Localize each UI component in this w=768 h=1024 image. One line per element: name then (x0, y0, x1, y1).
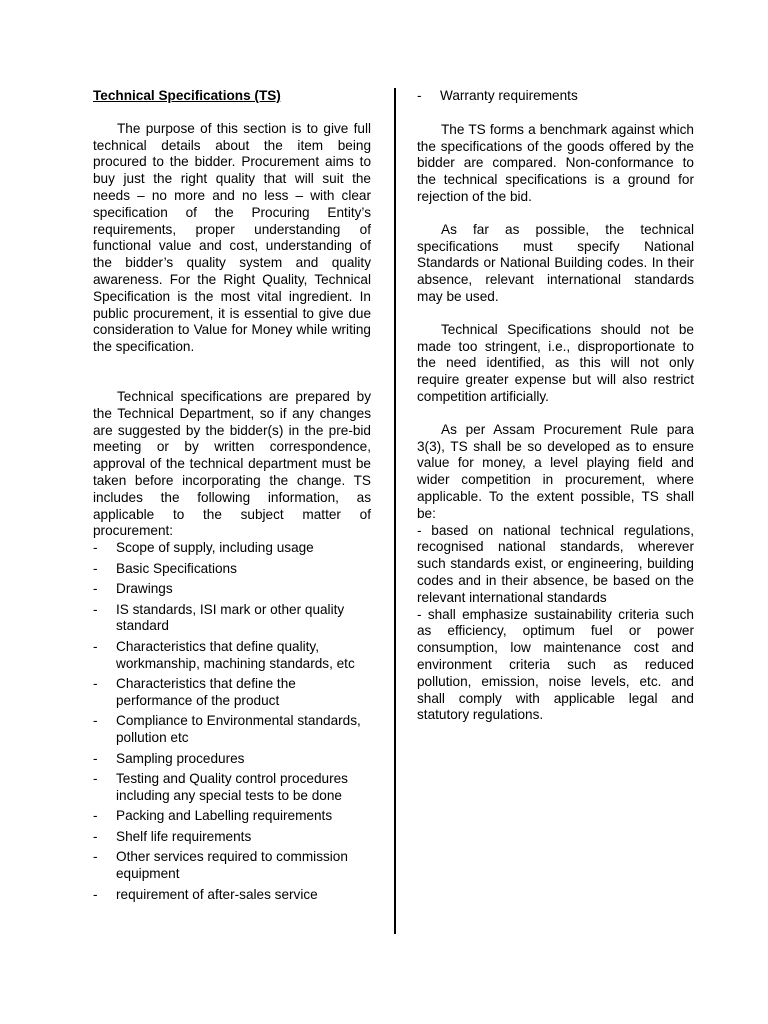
dash-marker: - (93, 808, 98, 824)
list-item-text: IS standards, ISI mark or other quality standard (116, 601, 345, 634)
list-item-text: Sampling procedures (116, 750, 245, 766)
list-item-text: Testing and Quality control procedures including any special tests to be done (116, 771, 348, 803)
dash-marker: - (93, 886, 98, 902)
list-item-text: Characteristics that define quality, workmanship, machining standards, etc (116, 638, 355, 671)
left-column (93, 88, 371, 907)
standards-paragraph: As far as possible, the technical specifications must specify National Standards or National Building codes. In their absence, relevant international standards may be used. (417, 221, 694, 304)
list-item-text: Compliance to Environmental standards, pollution etc (116, 713, 361, 746)
benchmark-paragraph: The TS forms a benchmark against which the specifications of the goods offered by the bidder are compared. Non-conformance to the technical specifications is a ground for rejection of the bid. (417, 121, 694, 204)
list-item-text: Scope of supply, including usage (116, 540, 314, 556)
list-item-text: Drawings (116, 581, 173, 597)
list-item (93, 849, 371, 883)
list-item-text: Basic Specifications (116, 560, 237, 576)
dash-marker: - (93, 750, 98, 766)
dash-marker: - (93, 638, 98, 654)
list-item-text: Shelf life requirements (116, 828, 252, 844)
list-item (93, 751, 371, 768)
list-item (93, 540, 371, 557)
list-item (417, 88, 694, 105)
criteria-item-sustainability: - shall emphasize sustainability criteria such as efficiency, optimum fuel or power consumption, low maintenance cost and environment criteria such as reduced pollution, emission, noise levels, etc. and shall comply with applicable legal and statutory regulations. (417, 606, 694, 723)
stringency-paragraph: Technical Specifications should not be made too stringent, i.e., disproportionate to the need identified, as this will not only require greater expense but will also restrict competition artificially. (417, 321, 694, 404)
criteria-item-standards: - based on national technical regulations, recognised national standards, wherever such standards exist, or engineering, building codes and in their absence, be based on the relevant international standards (417, 522, 694, 605)
list-item (93, 829, 371, 846)
list-item (93, 639, 371, 673)
list-item (93, 887, 371, 904)
dash-marker: - (93, 581, 98, 597)
dash-marker: - (93, 713, 98, 729)
ts-information-list (93, 540, 371, 903)
list-item-text: Other services required to commission equipment (116, 849, 348, 882)
preparation-paragraph: Technical specifications are prepared by the Technical Department, so if any changes are suggested by the bidder(s) in the pre-bid meeting or by written correspondence, approval of the technical department must be taken before incorporating the change. TS includes the following information, as applicable to the subject matter of procurement: (93, 388, 371, 539)
list-item (93, 713, 371, 747)
purpose-paragraph: The purpose of this section is to give full technical details about the item being procured to the bidder. Procurement aims to buy just the right quality that will suit the needs – no more and no less – with clear specification of the Procuring Entity’s requirements, proper understanding of functional value and cost, understanding of the bidder’s quality system and quality awareness. For the Right Quality, Technical Specification is the most vital ingredient. In public procurement, it is essential to give due consideration to Value for Money while writing the specification. (93, 120, 371, 355)
procurement-rule-paragraph: As per Assam Procurement Rule para 3(3), TS shall be so developed as to ensure value for money, a level playing field and wider competition in procurement, where applicable. To the extent possible, TS shall be: (417, 421, 694, 521)
list-item (93, 771, 371, 805)
right-column (417, 88, 694, 724)
dash-marker: - (93, 601, 98, 617)
section-heading: Technical Specifications (TS) (93, 88, 281, 103)
dash-marker: - (93, 560, 98, 576)
list-item (93, 602, 371, 636)
list-item (93, 581, 371, 598)
list-item (93, 676, 371, 710)
list-item-text: requirement of after-sales service (116, 886, 318, 902)
dash-marker: - (93, 540, 98, 556)
dash-marker: - (93, 849, 98, 865)
dash-marker: - (93, 676, 98, 692)
list-item (93, 808, 371, 825)
list-item-text: Packing and Labelling requirements (116, 808, 333, 824)
dash-marker: - (93, 771, 98, 787)
list-item-text: Characteristics that define the performance of the product (116, 676, 296, 708)
dash-marker: - (417, 88, 422, 103)
list-item (93, 561, 371, 578)
column-divider (394, 88, 396, 934)
list-item-text: Warranty requirements (440, 88, 578, 103)
dash-marker: - (93, 828, 98, 844)
